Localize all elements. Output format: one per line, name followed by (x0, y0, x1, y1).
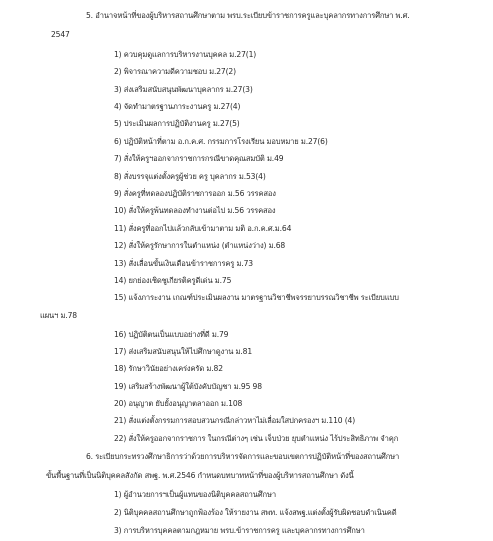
list-item: 9) สั่งครูที่ทดลองปฏิบัติราชการออก ม.56 วรรคสอง (114, 189, 276, 198)
list-item: 16) ปฏิบัติตนเป็นแบบอย่างที่ดี ม.79 (114, 330, 229, 339)
list-item: 6) ปฏิบัติหน้าที่ตาม อ.ก.ค.ศ. กรรมการโรงเรียน มอบหมาย ม.27(6) (114, 137, 328, 146)
list-item: 14) ยกย่องเชิดชูเกียรติครูดีเด่น ม.75 (114, 276, 232, 285)
list-item: 2) นิติบุคคลสถานศึกษาถูกฟ้องร้อง ให้รายงาน สพท. แจ้งสพฐ.แต่งตั้งผู้รับผิดชอบดำเนินคดี (114, 508, 397, 517)
list-item: 15) แจ้งภาระงาน เกณฑ์ประเมินผลงาน มาตรฐานวิชาชีพจรรยาบรรณวิชาชีพ ระเบียบแบบ (114, 293, 399, 302)
list-item: 11) สั่งครูที่ออกไปแล้วกลับเข้ามาตาม มติ อ.ก.ค.ศ.ม.64 (114, 224, 292, 233)
list-item: 19) เสริมสร้างพัฒนาผู้ใต้บังคับบัญชา ม.95 98 (114, 382, 262, 391)
list-item: 17) ส่งเสริมสนับสนุนให้ไปศึกษาดูงาน ม.81 (114, 347, 253, 356)
list-item: 13) สั่งเลื่อนขั้นเงินเดือนข้าราชการครู ม.73 (114, 259, 253, 268)
section-5-heading: 5. อำนาจหน้าที่ของผู้บริหารสถานศึกษาตาม พรบ.ระเบียบข้าราชการครูและบุคลากรทางการศึกษา พ.ศ. (86, 11, 410, 20)
list-item: 3) ส่งเสริมสนับสนุนพัฒนาบุคลากร ม.27(3) (114, 85, 253, 94)
list-item: 8) สั่งบรรจุแต่งตั้งครูผู้ช่วย ครู บุคลากร ม.53(4) (114, 172, 266, 181)
list-item: 3) การบริหารบุคคลตามกฎหมาย พรบ.ข้าราชการครู และบุคลากรทางการศึกษา (114, 526, 365, 535)
section-6-heading-continued: ขั้นพื้นฐานที่เป็นนิติบุคคลสังกัด สพฐ. พ.ศ.2546 กำหนดบทบาทหน้าที่ของผู้บริหารสถานศึกษา ดังนี้ (46, 471, 354, 480)
list-item: 2) พิจารณาความดีความชอบ ม.27(2) (114, 67, 236, 76)
list-item: 1) ควบคุมดูแลการบริหารงานบุคคล ม.27(1) (114, 50, 257, 59)
list-item: 10) สั่งให้ครูพ้นทดลองทำงานต่อไป ม.56 วรรคสอง (114, 206, 276, 215)
list-item: 20) อนุญาต ยับยั้งอนุญาตลาออก ม.108 (114, 399, 243, 408)
list-item: 7) สั่งให้ครูฯออกจากราชการกรณีขาดคุณสมบัติ ม.49 (114, 154, 284, 163)
list-item: 1) ผู้อำนวยการฯเป็นผู้แทนของนิติบุคคลสถานศึกษา (114, 490, 276, 499)
list-item: 4) จัดทำมาตรฐานภาระงานครู ม.27(4) (114, 102, 241, 111)
section-5-heading-continued: 2547 (51, 30, 70, 39)
list-item: 12) สั่งให้ครูรักษาการในตำแหน่ง (ตำแหน่งว่าง) ม.68 (114, 241, 286, 250)
list-item: 22) สั่งให้ครูออกจากราชการ ในกรณีต่างๆ เช่น เจ็บป่วย ยุบตำแหน่ง ไร้ประสิทธิภาพ จำคุก (114, 434, 399, 443)
list-item: 21) สั่งแต่งตั้งกรรมการสอบสวนกรณีกล่าวหาไม่เลื่อมใสปกครองฯ ม.110 (4) (114, 416, 356, 425)
list-item: 18) รักษาวินัยอย่างเคร่งครัด ม.82 (114, 364, 223, 373)
list-item-continued: แผนฯ ม.78 (40, 311, 77, 320)
section-6-heading: 6. ระเบียบกระทรวงศึกษาธิการว่าด้วยการบริหารจัดการและขอบเขตการปฏิบัติหน้าที่ของสถานศึกษา (86, 452, 400, 461)
list-item: 5) ประเมินผลการปฏิบัติงานครู ม.27(5) (114, 119, 240, 128)
